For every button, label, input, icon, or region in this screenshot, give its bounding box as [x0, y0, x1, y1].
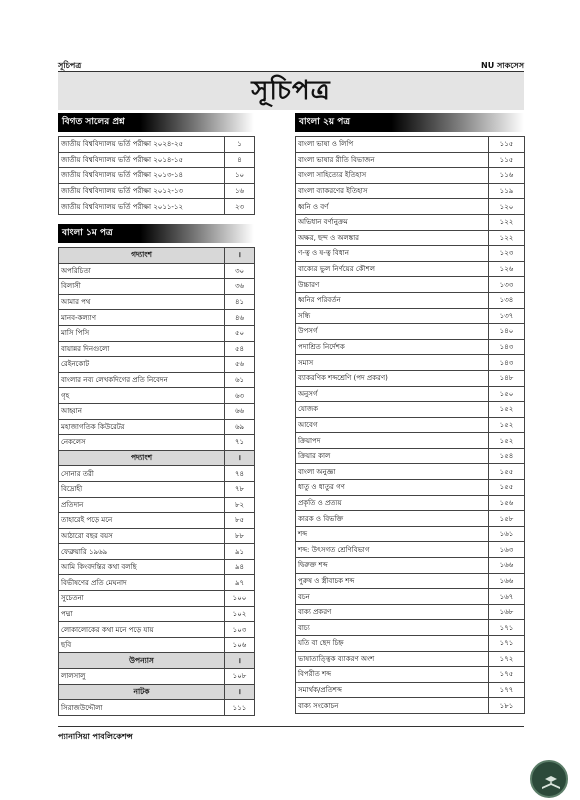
- toc-row: [59, 357, 255, 373]
- toc-title: জাতীয় বিশ্ববিদ্যালয় ভর্তি পরীক্ষা ২০১৩-১৪: [59, 168, 225, 184]
- toc-page-number: ।: [225, 450, 255, 466]
- toc-page-number: ৫৪: [225, 341, 255, 357]
- toc-title: বাংলা অনুজ্ঞা: [296, 464, 489, 480]
- toc-title: সন্ধি: [296, 308, 489, 324]
- toc-row: [296, 620, 525, 636]
- section-heading-paper2: বাংলা ২য় পত্র: [295, 113, 524, 132]
- toc-title: পুরুষ ও স্ত্রীবাচক শব্দ: [296, 573, 489, 589]
- toc-row: [59, 294, 255, 310]
- toc-page-number: ১৭১: [489, 636, 525, 652]
- toc-row: [296, 402, 525, 418]
- paper1-table: [58, 247, 255, 716]
- toc-page-number: ১৩৪: [489, 292, 525, 308]
- toc-title: সমাস: [296, 355, 489, 371]
- toc-page-number: ১৭৫: [489, 667, 525, 683]
- toc-title: জাতীয় বিশ্ববিদ্যালয় ভর্তি পরীক্ষা ২০১৪-১৫: [59, 152, 225, 168]
- toc-row: [296, 183, 525, 199]
- toc-page-number: ৮২: [225, 497, 255, 513]
- toc-row: [59, 435, 255, 451]
- toc-title: তাহারেই পড়ে মনে: [59, 513, 225, 529]
- toc-page-number: ১৫২: [489, 417, 525, 433]
- toc-page-number: ১৭৭: [489, 682, 525, 698]
- toc-page-number: ১৬৭: [489, 589, 525, 605]
- toc-row: [59, 481, 255, 497]
- toc-title: প্রতিদান: [59, 497, 225, 513]
- toc-title: আঠারো বছর বয়স: [59, 528, 225, 544]
- toc-row: [59, 637, 255, 653]
- toc-page-number: ১৭২: [489, 651, 525, 667]
- toc-row: [59, 622, 255, 638]
- running-header-left: সূচিপত্র: [58, 61, 82, 70]
- toc-page-number: ৫৬: [225, 357, 255, 373]
- toc-row: [296, 324, 525, 340]
- toc-row: [296, 230, 525, 246]
- toc-row: [296, 511, 525, 527]
- toc-title: আমি কিংবদন্তির কথা বলছি: [59, 559, 225, 575]
- toc-row: [296, 308, 525, 324]
- toc-title: মাসি পিসি: [59, 325, 225, 341]
- toc-page-number: ৯৪: [225, 559, 255, 575]
- toc-title: ফেব্রুয়ারি ১৯৬৯: [59, 544, 225, 560]
- toc-row: [296, 339, 525, 355]
- toc-row: [59, 263, 255, 279]
- toc-row: [296, 370, 525, 386]
- running-header-right: NU সাকসেস: [481, 61, 524, 70]
- toc-page-number: ৪৬: [225, 310, 255, 326]
- toc-title: সিরাজউদ্দৌলা: [59, 700, 225, 716]
- toc-title: জাতীয় বিশ্ববিদ্যালয় ভর্তি পরীক্ষা ২০২৪-২৫: [59, 137, 225, 153]
- toc-page-number: ১৫৬: [489, 495, 525, 511]
- toc-title: প্রকৃতি ও প্রত্যয়: [296, 495, 489, 511]
- toc-page-number: ১৬৮: [489, 604, 525, 620]
- toc-title: লালসালু: [59, 669, 225, 685]
- book-logo-icon: [530, 760, 568, 798]
- toc-title: অপরিচিতা: [59, 263, 225, 279]
- toc-title: ধ্বনি ও বর্ণ: [296, 199, 489, 215]
- toc-row: [296, 292, 525, 308]
- toc-row: [59, 199, 255, 215]
- toc-page-number: ৭৮: [225, 481, 255, 497]
- toc-row: [59, 544, 255, 560]
- paper2-table: [295, 136, 525, 714]
- toc-title: বিলাসী: [59, 279, 225, 295]
- toc-page-number: ১৬৬: [489, 558, 525, 574]
- toc-page-number: ৫০: [225, 325, 255, 341]
- toc-row: [296, 651, 525, 667]
- toc-title: বাক্য সংকোচন: [296, 698, 489, 714]
- toc-page-number: ১৫২: [489, 433, 525, 449]
- section-heading-prev-questions: বিগত সালের প্রশ্ন: [58, 113, 254, 132]
- toc-page-number: ৭৪: [225, 466, 255, 482]
- toc-page-number: ১১৫: [489, 152, 525, 168]
- toc-title: আমার পথ: [59, 294, 225, 310]
- toc-page-number: ১০৩: [225, 622, 255, 638]
- toc-title: ক্রিয়াপদ: [296, 433, 489, 449]
- toc-page-number: ৭১: [225, 435, 255, 451]
- toc-row: [59, 591, 255, 607]
- section-heading-paper1: বাংলা ১ম পত্র: [58, 224, 254, 243]
- toc-row: [59, 559, 255, 575]
- toc-title: বাংলা ব্যাকরণের ইতিহাস: [296, 183, 489, 199]
- toc-page-number: ৪১: [225, 294, 255, 310]
- toc-page-number: ১০০: [225, 591, 255, 607]
- toc-row: [296, 464, 525, 480]
- toc-row: [296, 152, 525, 168]
- toc-title: অক্ষর, ছন্দ ও অলঙ্কার: [296, 230, 489, 246]
- toc-title: ব্যাকরণিক শব্দশ্রেণি (পদ প্রকরণ): [296, 370, 489, 386]
- toc-page-number: ১: [225, 137, 255, 153]
- toc-title: সোনার তরী: [59, 466, 225, 482]
- toc-title: অনুসর্গ: [296, 386, 489, 402]
- toc-row: [296, 386, 525, 402]
- toc-page-number: ১৬১: [489, 526, 525, 542]
- toc-row: [296, 137, 525, 153]
- toc-page-number: ১১৯: [489, 183, 525, 199]
- toc-row: [59, 168, 255, 184]
- toc-row: [296, 261, 525, 277]
- toc-title: গদ্যাংশ: [59, 248, 225, 264]
- toc-page-number: ৩০: [225, 263, 255, 279]
- toc-row: [296, 495, 525, 511]
- toc-page-number: ৮৮: [225, 528, 255, 544]
- toc-page-number: ১২২: [489, 214, 525, 230]
- toc-page-number: ৬৯: [225, 419, 255, 435]
- toc-page-number: ১৫৪: [489, 448, 525, 464]
- toc-row: [59, 669, 255, 685]
- toc-title: নাটক: [59, 684, 225, 700]
- toc-title: সুচেতনা: [59, 591, 225, 607]
- toc-page-number: ১২৩: [489, 246, 525, 262]
- toc-page-number: ৬১: [225, 372, 255, 388]
- toc-page-number: ১২৬: [489, 261, 525, 277]
- running-header: [58, 58, 524, 72]
- toc-row: [59, 606, 255, 622]
- toc-row: [296, 698, 525, 714]
- toc-row: [296, 604, 525, 620]
- toc-title: উপসর্গ: [296, 324, 489, 340]
- toc-row: [59, 419, 255, 435]
- toc-row: [59, 341, 255, 357]
- toc-page-number: ১০: [225, 168, 255, 184]
- toc-row: [59, 325, 255, 341]
- toc-title: উপন্যাস: [59, 653, 225, 669]
- toc-title: সমার্থক/প্রতিশব্দ: [296, 682, 489, 698]
- toc-page-number: ২৩: [225, 199, 255, 215]
- toc-title: গৃহ: [59, 388, 225, 404]
- toc-page-number: ৯১: [225, 544, 255, 560]
- toc-title: ণ-ত্ব ও ষ-ত্ব বিধান: [296, 246, 489, 262]
- toc-title: নেকলেস: [59, 435, 225, 451]
- toc-page-number: ১৫৫: [489, 480, 525, 496]
- toc-row: [59, 152, 255, 168]
- page-title: সূচিপত্র: [251, 76, 331, 106]
- toc-page-number: ১৬: [225, 183, 255, 199]
- toc-row: [59, 403, 255, 419]
- toc-title: বাক্যের ভুল নির্ণয়ের কৌশল: [296, 261, 489, 277]
- toc-title: অভিধান বর্ণানুক্রম: [296, 214, 489, 230]
- toc-page-number: ।: [225, 248, 255, 264]
- toc-page-number: ।: [225, 684, 255, 700]
- subsection-header-row: [59, 653, 255, 669]
- toc-row: [59, 466, 255, 482]
- toc-page-number: ১৫০: [489, 386, 525, 402]
- toc-row: [296, 480, 525, 496]
- toc-page-number: ১৫৫: [489, 464, 525, 480]
- toc-page-number: ৬৩: [225, 388, 255, 404]
- toc-title: আহ্বান: [59, 403, 225, 419]
- toc-page-number: ১১৫: [489, 137, 525, 153]
- toc-row: [296, 667, 525, 683]
- toc-title: আবেগ: [296, 417, 489, 433]
- toc-title: মানব-কল্যাণ: [59, 310, 225, 326]
- toc-page-number: ১৮১: [489, 698, 525, 714]
- toc-title: ধাতু ও ধাতুর গণ: [296, 480, 489, 496]
- toc-row: [59, 372, 255, 388]
- toc-page-number: ১৫২: [489, 402, 525, 418]
- toc-row: [296, 355, 525, 371]
- toc-row: [59, 137, 255, 153]
- toc-title: বায়ান্নর দিনগুলো: [59, 341, 225, 357]
- toc-title: ভাষাতাত্ত্বিক ব্যাকরণ অংশ: [296, 651, 489, 667]
- toc-row: [296, 199, 525, 215]
- toc-title: যোজক: [296, 402, 489, 418]
- toc-row: [59, 700, 255, 716]
- toc-title: জাতীয় বিশ্ববিদ্যালয় ভর্তি পরীক্ষা ২০১১-১২: [59, 199, 225, 215]
- toc-row: [296, 558, 525, 574]
- toc-page-number: ৪: [225, 152, 255, 168]
- toc-title: বিভীষণের প্রতি মেঘনাদ: [59, 575, 225, 591]
- toc-page-number: ১১১: [225, 700, 255, 716]
- toc-page-number: ৯৭: [225, 575, 255, 591]
- publisher-footer: প্যানাসিয়া পাবলিকেশন্স: [58, 726, 524, 744]
- toc-page-number: ১১৬: [489, 168, 525, 184]
- toc-title: বিপরীত শব্দ: [296, 667, 489, 683]
- toc-title: লোকালোকের কথা মনে পড়ে যায়: [59, 622, 225, 638]
- toc-page-number: ১৬৩: [489, 542, 525, 558]
- title-banner: [58, 72, 524, 110]
- toc-page-number: ৬৬: [225, 403, 255, 419]
- subsection-header-row: [59, 450, 255, 466]
- toc-title: ক্রিয়ার কাল: [296, 448, 489, 464]
- toc-title: বাক্য প্রকরণ: [296, 604, 489, 620]
- toc-page-number: ১৪৮: [489, 370, 525, 386]
- toc-title: বাংলা ভাষা ও লিপি: [296, 137, 489, 153]
- toc-title: বাংলা সাহিত্যের ইতিহাস: [296, 168, 489, 184]
- toc-page-number: ১২০: [489, 199, 525, 215]
- toc-row: [296, 589, 525, 605]
- toc-title: পদাশ্রিত নির্দেশক: [296, 339, 489, 355]
- toc-row: [59, 183, 255, 199]
- toc-page-number: ১৩৭: [489, 308, 525, 324]
- toc-title: বাংলা ভাষার রীতি বিভাজন: [296, 152, 489, 168]
- toc-row: [296, 433, 525, 449]
- toc-page-number: ৮৫: [225, 513, 255, 529]
- toc-row: [59, 497, 255, 513]
- toc-row: [59, 388, 255, 404]
- toc-row: [296, 526, 525, 542]
- prev-questions-table: [58, 136, 255, 215]
- toc-page-number: ।: [225, 653, 255, 669]
- toc-row: [296, 636, 525, 652]
- toc-page-number: ১৩৩: [489, 277, 525, 293]
- toc-row: [296, 448, 525, 464]
- toc-page-number: ১০৬: [225, 637, 255, 653]
- toc-title: যতি বা ছেদ চিহ্ন: [296, 636, 489, 652]
- toc-row: [296, 246, 525, 262]
- toc-title: কারক ও বিভক্তি: [296, 511, 489, 527]
- toc-row: [296, 214, 525, 230]
- toc-page-number: ১০২: [225, 606, 255, 622]
- toc-title: বাংলার নব্য লেখকদিগের প্রতি নিবেদন: [59, 372, 225, 388]
- toc-title: ছবি: [59, 637, 225, 653]
- toc-page-number: ১৪৩: [489, 339, 525, 355]
- toc-row: [59, 310, 255, 326]
- toc-title: উচ্চারণ: [296, 277, 489, 293]
- toc-row: [296, 417, 525, 433]
- toc-title: বচন: [296, 589, 489, 605]
- toc-row: [296, 277, 525, 293]
- subsection-header-row: [59, 248, 255, 264]
- toc-title: রেইনকোট: [59, 357, 225, 373]
- toc-title: ধ্বনির পরিবর্তন: [296, 292, 489, 308]
- toc-page-number: ১৭১: [489, 620, 525, 636]
- toc-row: [59, 513, 255, 529]
- toc-page-number: ১০৮: [225, 669, 255, 685]
- toc-title: শব্দ: উৎসগত শ্রেণিবিভাগ: [296, 542, 489, 558]
- toc-title: মহাজাগতিক কিউরেটর: [59, 419, 225, 435]
- toc-row: [296, 682, 525, 698]
- toc-title: জাতীয় বিশ্ববিদ্যালয় ভর্তি পরীক্ষা ২০১২-১৩: [59, 183, 225, 199]
- toc-title: দ্বিরুক্ত শব্দ: [296, 558, 489, 574]
- toc-title: পদ্মা: [59, 606, 225, 622]
- toc-title: শব্দ: [296, 526, 489, 542]
- toc-page-number: ১২২: [489, 230, 525, 246]
- toc-page-number: ১৫৮: [489, 511, 525, 527]
- toc-title: বাচ্য: [296, 620, 489, 636]
- toc-title: বিদ্রোহী: [59, 481, 225, 497]
- toc-page-number: ১৬৬: [489, 573, 525, 589]
- subsection-header-row: [59, 684, 255, 700]
- toc-row: [59, 575, 255, 591]
- toc-page-number: ১৪০: [489, 324, 525, 340]
- toc-row: [296, 573, 525, 589]
- toc-page-number: ৩৬: [225, 279, 255, 295]
- toc-row: [59, 279, 255, 295]
- toc-row: [59, 528, 255, 544]
- toc-page-number: ১৪৩: [489, 355, 525, 371]
- toc-row: [296, 168, 525, 184]
- toc-title: পদ্যাংশ: [59, 450, 225, 466]
- toc-row: [296, 542, 525, 558]
